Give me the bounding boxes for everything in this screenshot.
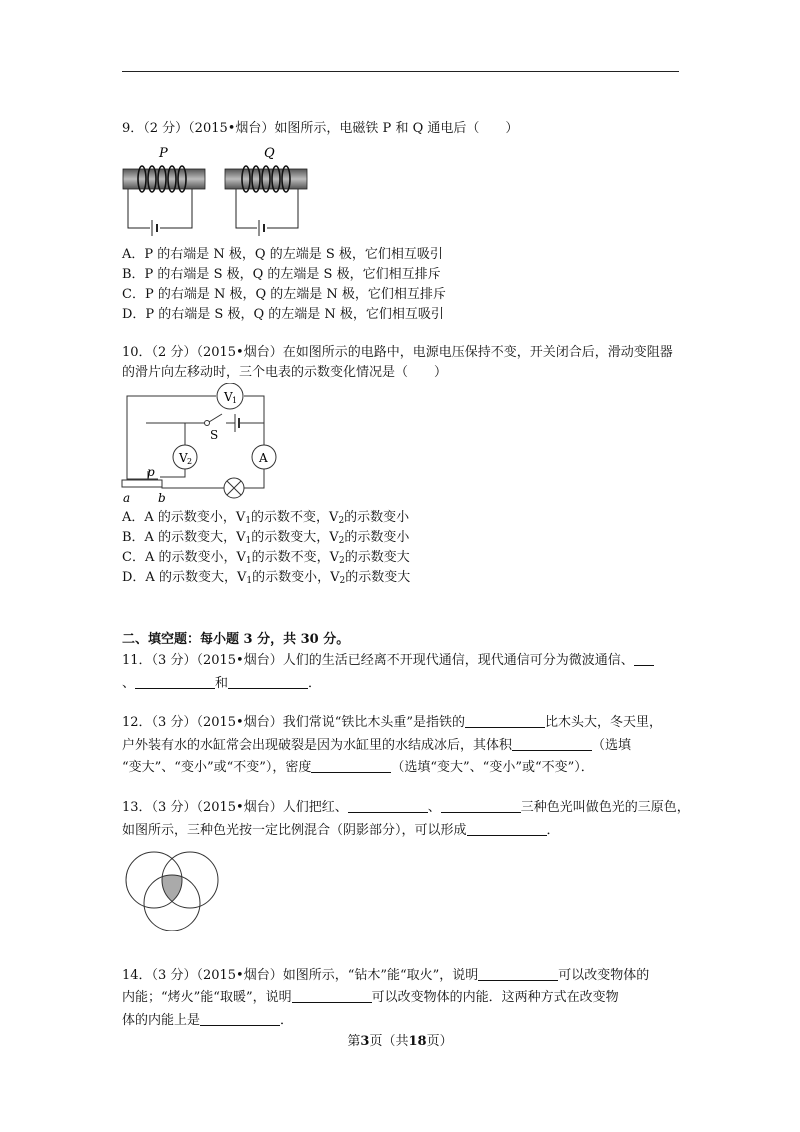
q10-option-c: C．A 的示数变小，$V_1$的示数不变，$V_2$的示数变大 (122, 550, 410, 566)
q14-blank-2[interactable] (292, 990, 372, 1003)
electromagnet-q (225, 166, 307, 236)
svg-text:S: S (210, 428, 219, 442)
q14-line-3: 体的内能上是 ． (122, 1013, 294, 1028)
q14-line-2: 内能；“烤火”能“取暖”，说明 可以改变物体的内能．这两种方式在改变物 (122, 990, 619, 1005)
q10-option-a: A．A 的示数变小，$V_1$的示数不变，$V_2$的示数变小 (122, 510, 410, 526)
q13-line-1: 13．（3 分）（2015•烟台）人们把红、 、 三种色光叫做色光的三原色， (122, 800, 690, 815)
circuit-figure (118, 383, 278, 505)
q9-option-a: A．P 的右端是 N 极，Q 的左端是 S 极，它们相互吸引 (122, 247, 443, 262)
q9-stem: 9．（2 分）（2015•烟台）如图所示，电磁铁 P 和 Q 通电后（ ） (122, 121, 519, 136)
label-p: P (159, 146, 168, 161)
battery (226, 414, 239, 432)
q11-blank-2[interactable] (135, 676, 215, 689)
rheostat (122, 465, 166, 505)
svg-text:V: V (179, 451, 188, 465)
page-total: 18 (408, 1034, 427, 1049)
q13-line-2: 如图所示，三种色光按一定比例混合（阴影部分），可以形成 ． (122, 823, 560, 838)
q12-line-1: 12．（3 分）（2015•烟台）我们常说“铁比木头重”是指铁的 比木头大，冬天里， (122, 715, 663, 730)
page-number: 3 (360, 1034, 370, 1049)
q12-blank-1[interactable] (465, 715, 545, 728)
q14-blank-1[interactable] (478, 968, 558, 981)
q13-blank-2[interactable] (441, 800, 521, 813)
q11-line-2: 、 和 ． (122, 676, 322, 691)
q13-blank-3[interactable] (467, 823, 547, 836)
section-heading: 二、填空题：每小题 3 分，共 30 分。 (122, 632, 350, 647)
electromagnet-p (123, 166, 205, 236)
q11-line-1: 11．（3 分）（2015•烟台）人们的生活已经离不开现代通信，现代通信可分为微波通信、 (122, 653, 654, 669)
q12-line-2: 户外装有水的水缸常会出现破裂是因为水缸里的水结成冰后，其体积 （选填 (122, 738, 632, 753)
svg-text:V: V (224, 390, 233, 404)
q10-option-b: B．A 的示数变大，$V_1$的示数变大，$V_2$的示数变小 (122, 530, 410, 546)
q10-stem-1: 10．（2 分）（2015•烟台）在如图所示的电路中，电源电压保持不变，开关闭合后，滑动变阻器 (122, 345, 673, 360)
svg-text:a: a (123, 491, 131, 505)
page-footer: 第3页（共18页） (347, 1034, 453, 1049)
q14-line-1: 14．（3 分）（2015•烟台）如图所示，“钻木”能“取火”，说明 可以改变物体的 (122, 968, 650, 983)
label-q: Q (264, 146, 275, 161)
q11-blank-1[interactable] (634, 653, 654, 666)
electromagnet-figure (120, 143, 320, 245)
q12-blank-2[interactable] (512, 738, 592, 751)
q12-blank-3[interactable] (311, 760, 391, 773)
switch (205, 414, 223, 442)
q12-line-3: “变大”、“变小”或“不变”），密度 （选填“变大”、“变小”或“不变”）． (122, 760, 594, 775)
header-rule (122, 71, 679, 72)
svg-text:p: p (147, 465, 155, 479)
q11-blank-3[interactable] (228, 676, 308, 689)
svg-text:A: A (259, 451, 268, 465)
q14-blank-3[interactable] (200, 1013, 280, 1026)
svg-text:2: 2 (187, 457, 193, 466)
q10-option-d: D．A 的示数变大，$V_1$的示数变小，$V_2$的示数变大 (122, 570, 411, 586)
venn-color-figure (122, 843, 222, 931)
svg-text:b: b (158, 491, 166, 505)
q10-stem-2: 的滑片向左移动时，三个电表的示数变化情况是（ ） (122, 365, 448, 380)
q9-option-d: D．P 的右端是 S 极，Q 的左端是 N 极，它们相互吸引 (122, 307, 444, 322)
q9-option-c: C．P 的右端是 N 极，Q 的左端是 N 极，它们相互排斥 (122, 287, 446, 302)
q13-blank-1[interactable] (348, 800, 428, 813)
q9-option-b: B．P 的右端是 S 极，Q 的左端是 S 极，它们相互排斥 (122, 267, 441, 282)
svg-text:1: 1 (232, 396, 238, 405)
